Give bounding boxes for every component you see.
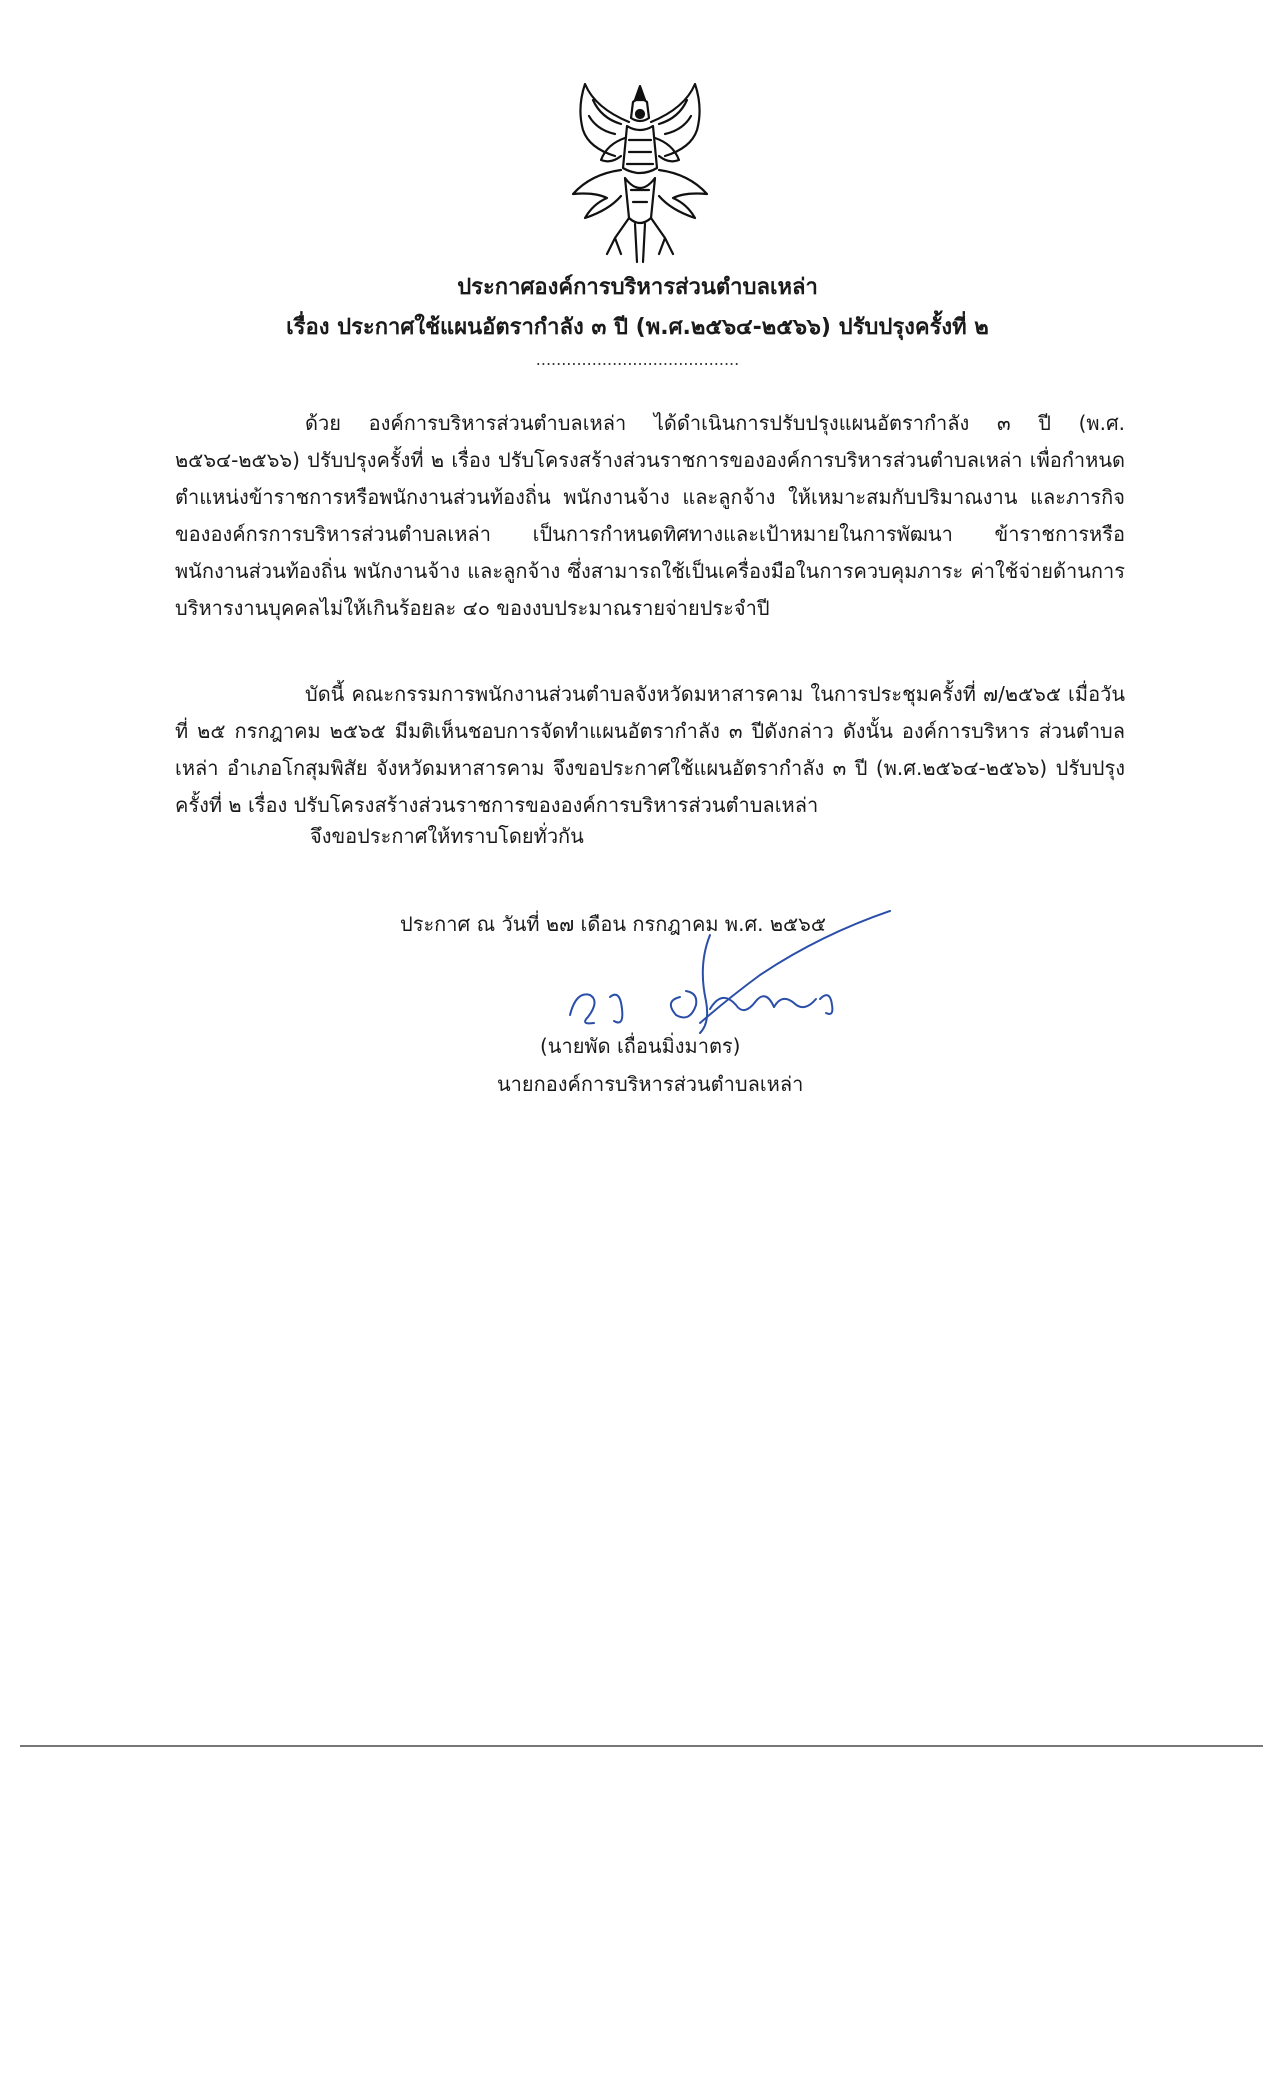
signer-name: (นายพัด เถื่อนมิ่งมาตร) [540, 1034, 741, 1058]
document-title: ประกาศองค์การบริหารส่วนตำบลเหล่า [457, 275, 818, 300]
document-subject: เรื่อง ประกาศใช้แผนอัตรากำลัง ๓ ปี (พ.ศ.๒๕๖๔-๒๕๖๖) ปรับปรุงครั้งที่ ๒ [286, 315, 989, 340]
announcement-date: ประกาศ ณ วันที่ ๒๗ เดือน กรกฎาคม พ.ศ. ๒๕๖๕ [400, 912, 827, 936]
page-divider [20, 1745, 1263, 1747]
garuda-emblem-icon [555, 78, 725, 268]
closing-sentence: จึงขอประกาศให้ทราบโดยทั่วกัน [310, 824, 584, 848]
body-paragraph-1: ด้วย องค์การบริหารส่วนตำบลเหล่า ได้ดำเนินการปรับปรุงแผนอัตรากำลัง ๓ ปี (พ.ศ. ๒๕๖๔-๒๕๖๖) ปรับปรุงครั้งที่ ๒ เรื่อง ปรับโครงสร้างส่วนราชการขององค์การบริหารส่วนตำบลเหล่า เพื่อกำหนดตำแหน่งข้าราชการหรือพนักงานส่วนท้องถิ่น พนักงานจ้าง และลูกจ้าง ให้เหมาะสมกับปริมาณงาน และภารกิจขององค์กรการบริหารส่วนตำบลเหล่า เป็นการกำหนดทิศทางและเป้าหมายในการพัฒนา ข้าราชการหรือพนักงานส่วนท้องถิ่น พนักงานจ้าง และลูกจ้าง ซึ่งสามารถใช้เป็นเครื่องมือในการควบคุมภาระ ค่าใช้จ่ายด้านการบริหารงานบุคคลไม่ให้เกินร้อยละ ๔๐ ของงบประมาณรายจ่ายประจำปี [175, 411, 1125, 620]
body-paragraph-2: บัดนี้ คณะกรรมการพนักงานส่วนตำบลจังหวัดมหาสารคาม ในการประชุมครั้งที่ ๗/๒๕๖๕ เมื่อวันที่ ๒๕ กรกฎาคม ๒๕๖๕ มีมติเห็นชอบการจัดทำแผนอัตรากำลัง ๓ ปีดังกล่าว ดังนั้น องค์การบริหาร ส่วนตำบลเหล่า อำเภอโกสุมพิสัย จังหวัดมหาสารคาม จึงขอประกาศใช้แผนอัตรากำลัง ๓ ปี (พ.ศ.๒๕๖๔-๒๕๖๖) ปรับปรุงครั้งที่ ๒ เรื่อง ปรับโครงสร้างส่วนราชการขององค์การบริหารส่วนตำบลเหล่า [175, 682, 1125, 817]
signer-title: นายกองค์การบริหารส่วนตำบลเหล่า [497, 1072, 804, 1096]
handwritten-signature [560, 905, 900, 1045]
title-separator: ........................................ [535, 350, 740, 369]
